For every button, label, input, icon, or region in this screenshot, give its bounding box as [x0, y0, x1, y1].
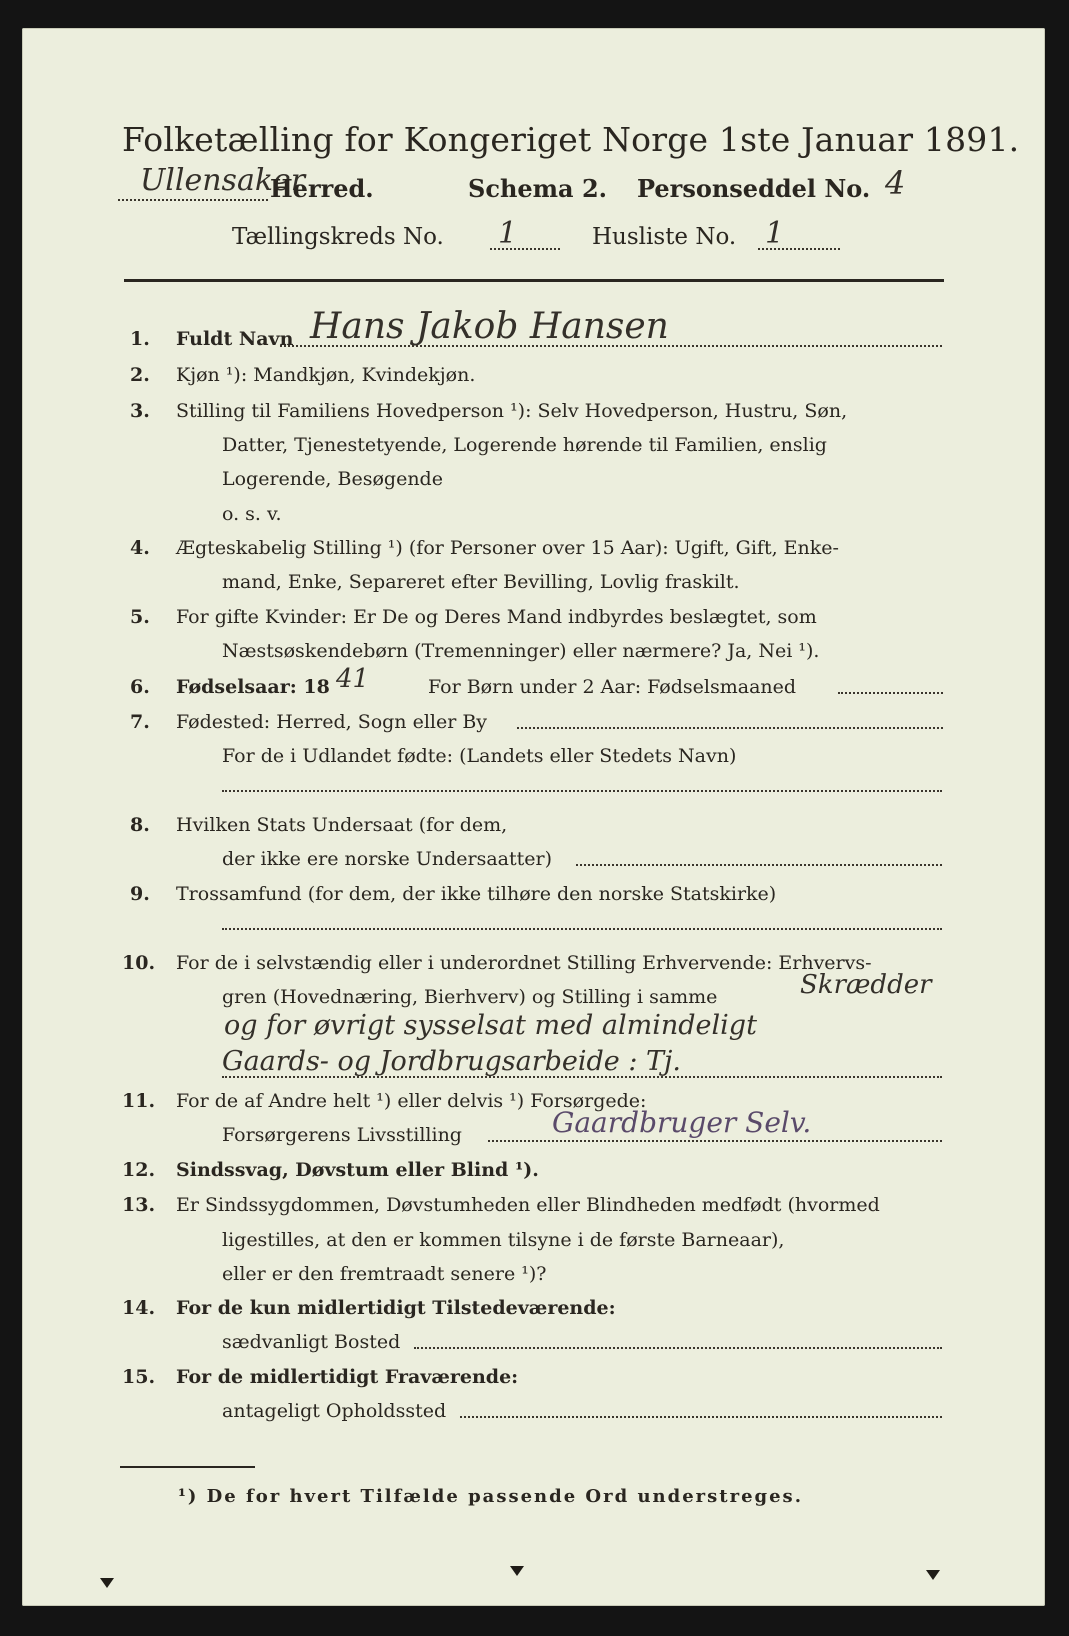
q10-number: 10.: [122, 952, 156, 974]
herred-dotline: [118, 199, 268, 201]
q14-line1: For de kun midlertidigt Tilstedeværende:: [176, 1297, 616, 1319]
q13-line2: ligestilles, at den er kommen tilsyne i de første Barneaar),: [222, 1229, 785, 1251]
husliste-dotline: [758, 248, 840, 250]
footnote-divider: [120, 1466, 255, 1468]
form-title: Folketælling for Kongeriget Norge 1ste Januar 1891.: [122, 120, 1020, 159]
q4-line2: mand, Enke, Separeret efter Bevilling, Lovlig fraskilt.: [222, 571, 740, 593]
herred-value: Ullensaker: [140, 163, 306, 198]
q3-line4: o. s. v.: [222, 503, 282, 525]
q14-label: sædvanligt Bosted: [222, 1331, 401, 1353]
q1-number: 1.: [130, 328, 150, 350]
q10-occupation-cont2: Gaards- og Jordbrugsarbeide : Tj.: [222, 1046, 682, 1077]
q11-label: Forsørgerens Livsstilling: [222, 1124, 462, 1146]
q15-dotline: [460, 1416, 942, 1418]
q11-dotline: [488, 1140, 942, 1142]
q3-line2: Datter, Tjenestetyende, Logerende hørende til Familien, enslig: [222, 434, 827, 456]
kreds-label: Tællingskreds No.: [232, 224, 444, 250]
q12-text: Sindssvag, Døvstum eller Blind ¹).: [176, 1159, 539, 1181]
q10-occupation: Skrædder: [800, 970, 932, 1000]
q14-dotline: [414, 1347, 942, 1349]
q2-gender: Kjøn ¹): Mandkjøn, Kvindekjøn.: [176, 364, 476, 386]
q14-number: 14.: [122, 1297, 156, 1319]
q9-number: 9.: [130, 883, 150, 905]
q2-number: 2.: [130, 364, 150, 386]
herred-label: Herred.: [270, 174, 374, 203]
personseddel-label: Personseddel No.: [637, 174, 871, 203]
q6-birth-year: 41: [336, 664, 370, 694]
q8-line2: der ikke ere norske Undersaatter): [222, 848, 552, 870]
q6-label: Fødselsaar: 18: [176, 676, 330, 698]
q7-line2: For de i Udlandet fødte: (Landets eller Stedets Navn): [222, 745, 737, 767]
q6-number: 6.: [130, 676, 150, 698]
q6-infant-label: For Børn under 2 Aar: Fødselsmaaned: [428, 676, 797, 698]
q1-dotline: [280, 345, 942, 347]
q10-line1: For de i selvstændig eller i underordnet Stilling Erhvervende: Erhvervs-: [176, 952, 872, 974]
footnote: ¹) De for hvert Tilfælde passende Ord understreges.: [178, 1486, 803, 1507]
personseddel-value: 4: [885, 164, 906, 202]
q15-line1: For de midlertidigt Fraværende:: [176, 1366, 519, 1388]
q5-number: 5.: [130, 606, 150, 628]
q6-dotline: [838, 692, 943, 694]
q7-line1: Fødested: Herred, Sogn eller By: [176, 711, 488, 733]
q8-number: 8.: [130, 814, 150, 836]
q13-line3: eller er den fremtraadt senere ¹)?: [222, 1263, 547, 1285]
q1-label: Fuldt Navn: [176, 328, 294, 350]
q10-occupation-cont1: og for øvrigt sysselsat med almindeligt: [224, 1010, 757, 1041]
q4-number: 4.: [130, 537, 150, 559]
q8-dotline: [576, 864, 942, 866]
q3-line3: Logerende, Besøgende: [222, 468, 443, 490]
q15-number: 15.: [122, 1366, 156, 1388]
q5-line2: Næstsøskendebørn (Tremenninger) eller nærmere? Ja, Nei ¹).: [222, 640, 820, 662]
q13-number: 13.: [122, 1194, 156, 1216]
husliste-value: 1: [765, 216, 785, 251]
q9-dotline: [222, 928, 942, 930]
q10-dotline: [222, 1076, 942, 1078]
q1-full-name: Hans Jakob Hansen: [310, 306, 669, 347]
q11-provider-occupation: Gaardbruger Selv.: [552, 1106, 812, 1139]
q8-line1: Hvilken Stats Undersaat (for dem,: [176, 814, 508, 836]
kreds-value: 1: [498, 216, 518, 251]
q3-number: 3.: [130, 400, 150, 422]
q7-number: 7.: [130, 711, 150, 733]
q5-line1: For gifte Kvinder: Er De og Deres Mand indbyrdes beslægtet, som: [176, 606, 817, 628]
q9-religion: Trossamfund (for dem, der ikke tilhøre den norske Statskirke): [176, 883, 777, 905]
q7-dotline2: [222, 790, 942, 792]
q13-line1: Er Sindssygdommen, Døvstumheden eller Blindheden medfødt (hvormed: [176, 1194, 880, 1216]
q12-number: 12.: [122, 1159, 156, 1181]
q11-line1: For de af Andre helt ¹) eller delvis ¹) Forsørgede:: [176, 1090, 647, 1112]
header-divider: [124, 279, 944, 282]
q4-line1: Ægteskabelig Stilling ¹) (for Personer over 15 Aar): Ugift, Gift, Enke-: [176, 537, 839, 559]
husliste-label: Husliste No.: [592, 224, 737, 250]
q11-number: 11.: [122, 1090, 156, 1112]
q15-label: antageligt Opholdssted: [222, 1400, 447, 1422]
q3-line1: Stilling til Familiens Hovedperson ¹): Selv Hovedperson, Hustru, Søn,: [176, 400, 848, 422]
schema-label: Schema 2.: [468, 174, 608, 203]
kreds-dotline: [490, 248, 560, 250]
q10-line2: gren (Hovednæring, Bierhverv) og Stilling i samme: [222, 986, 718, 1008]
q7-dotline: [517, 727, 943, 729]
